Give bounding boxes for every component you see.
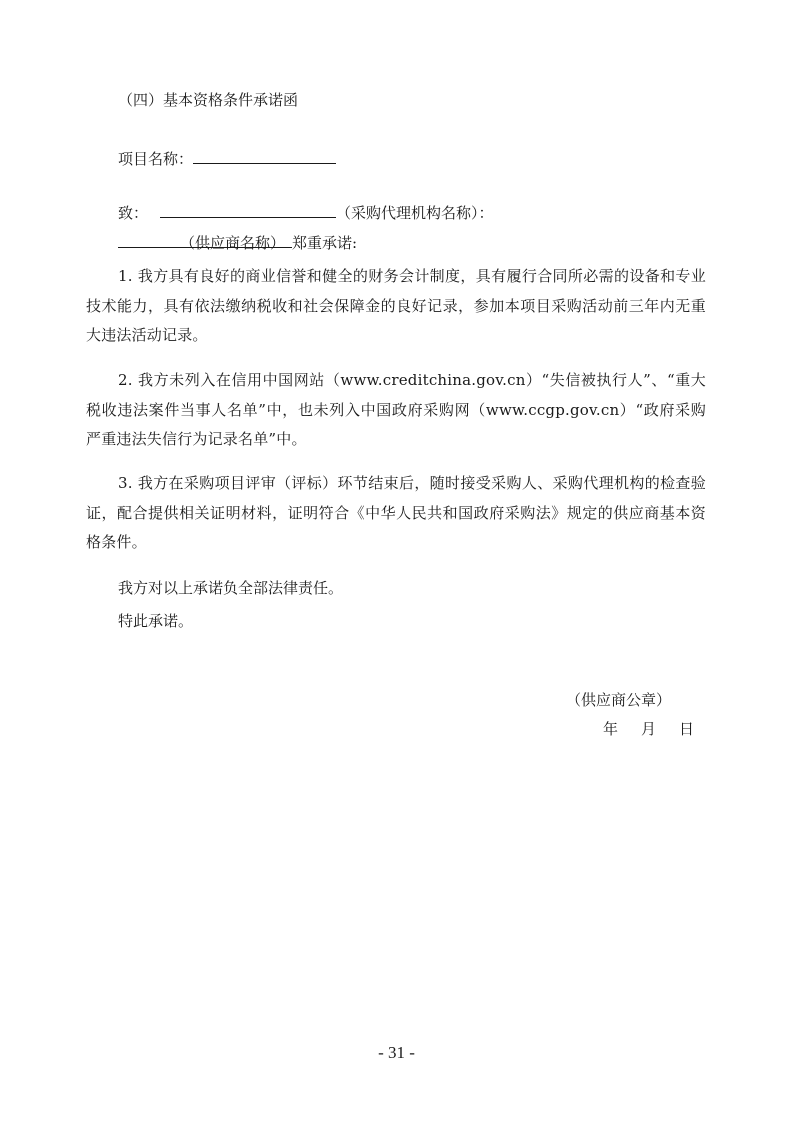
supplier-row [118,233,357,253]
closing-statement: 特此承诺。 [118,612,194,630]
agency-name-blank [160,203,336,218]
agency-hint: （采购代理机构名称）： [336,204,494,222]
page-number: - 31 - [378,1043,415,1062]
liability-statement: 我方对以上承诺负全部法律责任。 [118,579,344,597]
supplier-hint: （供应商名称） [180,234,286,252]
addressee-row [118,203,494,223]
project-name-label: 项目名称： [118,150,194,168]
section-title: （四）基本资格条件承诺函 [118,91,299,109]
supplier-name-blank [118,233,180,248]
clause-3: 3. 我方在采购项目评审（评标）环节结束后，随时接受采购人、采购代理机构的检查验证，配合提供相关证明材料，证明符合《中华人民共和国政府采购法》规定的供应商基本资格条件。 [86,474,706,551]
supplier-hint-underlined [180,233,292,252]
project-name-blank [193,149,336,164]
clause-2: 2. 我方未列入在信用中国网站（www.creditchina.gov.cn）“失信被执行人”、“重大税收违法案件当事人名单”中，也未列入中国政府采购网（www.ccgp.gov.cn）“政府采购严重违法失信行为记录名单”中。 [86,371,706,448]
clause-1: 1. 我方具有良好的商业信誉和健全的财务会计制度，具有履行合同所必需的设备和专业技术能力，具有依法缴纳税收和社会保障金的良好记录，参加本项目采购活动前三年内无重大违法活动记录。 [86,267,706,344]
promise-intro: 郑重承诺: [292,234,358,252]
to-label: 致： [118,204,149,222]
date-line: 年 月 日 [603,720,699,738]
supplier-seal-label: （供应商公章） [566,691,672,709]
project-name-row [118,149,336,169]
